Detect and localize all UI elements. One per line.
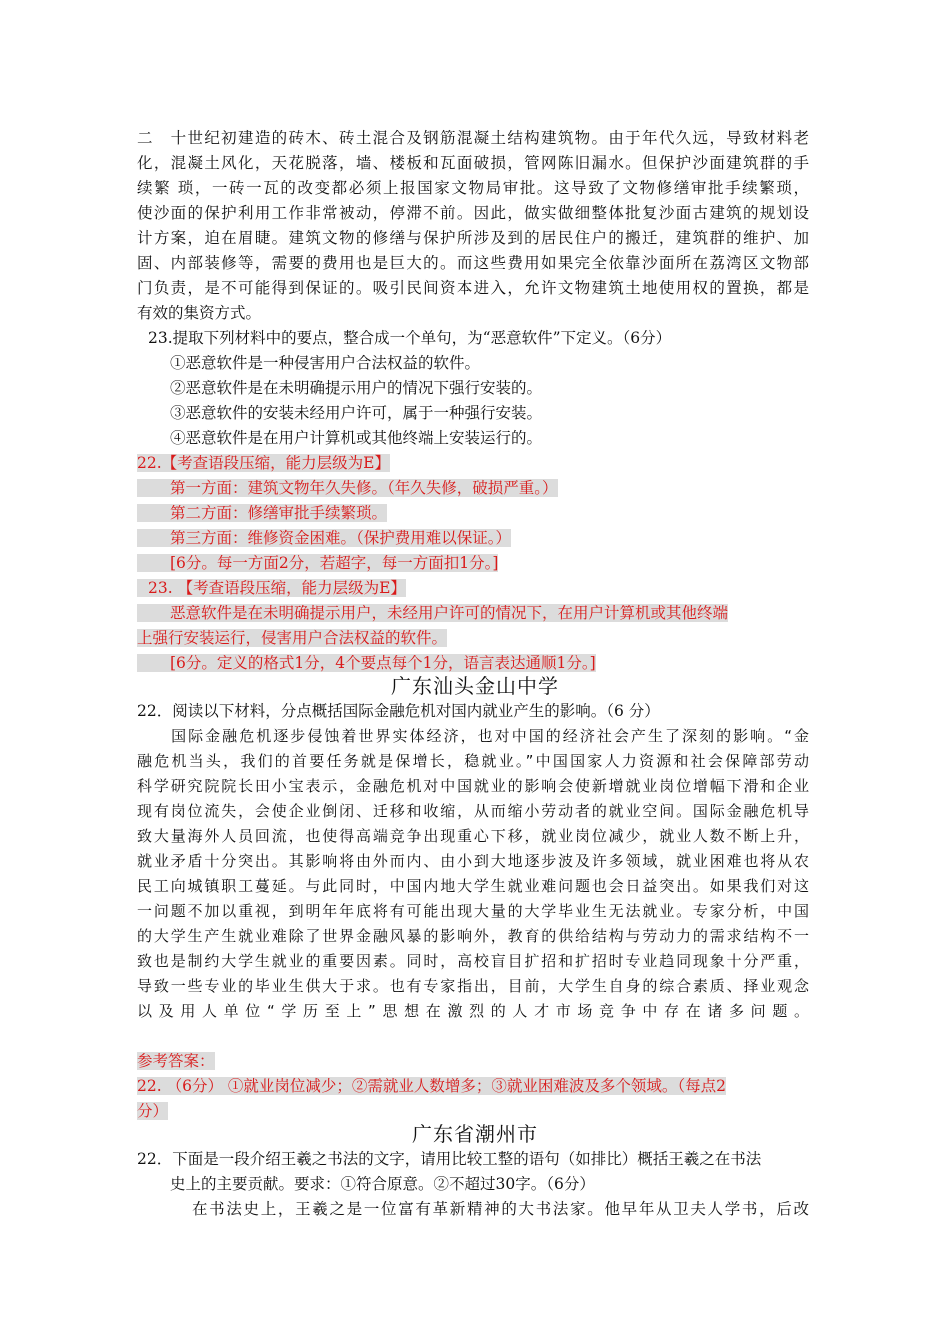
reference-answer-line2: 分）	[137, 1102, 169, 1120]
reference-answer-label: 参考答案：	[137, 1052, 215, 1070]
question-22-chaozhou-line2: 史上的主要贡献。要求：①符合原意。②不超过30字。（6分）	[170, 1175, 595, 1193]
answer-22-line3: 第三方面：维修资金困难。（保护费用难以保证。）	[137, 526, 511, 550]
para2-line11: 导致一些专业的毕业生供大于求。也有专家指出，目前，大学生自身的综合素质、择业观念	[137, 977, 809, 995]
para1-line6: 固、内部装修等，需要的费用也是巨大的。而这些费用如果完全依靠沙面所在荔湾区文物部	[137, 254, 809, 272]
para2-line5: 致大量海外人员回流，也使得高端竞争出现重心下移，就业岗位减少，就业人数不断上升，	[137, 827, 809, 845]
para2-line12: 以及用人单位“学历至上”思想在激烈的人才市场竞争中存在诸多问题。	[137, 1002, 809, 1020]
para2-line9: 的大学生产生就业难除了世界金融风暴的影响外，教育的供给结构与劳动力的需求结构不一	[137, 927, 809, 945]
para2-line3: 科学研究院院长田小宝表示，金融危机对中国就业的影响会使新增就业岗位增幅下滑和企业	[137, 777, 809, 795]
question-22-shantou: 22．阅读以下材料，分点概括国际金融危机对国内就业产生的影响。（6 分）	[137, 702, 660, 720]
answer-23-heading: 23. 【考查语段压缩，能力层级为E】	[137, 576, 406, 600]
para2-line10: 致也是制约大学生就业的重要因素。同时，高校盲目扩招和扩招时专业趋同现象十分严重，	[137, 952, 809, 970]
reference-answer-line1: 22. （6分） ①就业岗位减少；②需就业人数增多；③就业困难波及多个领域。（每点2	[137, 1077, 726, 1095]
para3-line1: 在书法史上，王羲之是一位富有革新精神的大书法家。他早年从卫夫人学书，后改	[192, 1200, 809, 1218]
answer-22-line2: 第二方面：修缮审批手续繁琐。	[137, 501, 387, 525]
answer-23-line1: 恶意软件是在未明确提示用户，未经用户许可的情况下，在用户计算机或其他终端	[137, 601, 728, 625]
q23-item-1: ①恶意软件是一种侵害用户合法权益的软件。	[170, 354, 481, 372]
question-23: 23.提取下列材料中的要点，整合成一个单句，为“恶意软件”下定义。（6分）	[148, 329, 672, 347]
section-title-shantou: 广东汕头金山中学	[391, 674, 559, 698]
para2-line8: 一问题不加以重视，到明年年底将有可能出现大量的大学毕业生无法就业。专家分析，中国	[137, 902, 809, 920]
answer-22-heading: 22.【考查语段压缩，能力层级为E】	[137, 454, 390, 472]
para1-line1: 二 十世纪初建造的砖木、砖土混合及钢筋混凝土结构建筑物。由于年代久远，导致材料老	[137, 129, 809, 147]
answer-23-line2: 上强行安装运行，侵害用户合法权益的软件。	[137, 629, 448, 647]
question-22-chaozhou-line1: 22．下面是一段介绍王羲之书法的文字，请用比较工整的语句（如排比）概括王羲之在书法	[137, 1150, 762, 1168]
para1-line2: 化，混凝土风化，天花脱落，墙、楼板和瓦面破损，管网陈旧漏水。但保护沙面建筑群的手	[137, 154, 809, 172]
para1-line5: 计方案，迫在眉睫。建筑文物的修缮与保护所涉及到的居民住户的搬迁，建筑群的维护、加	[137, 229, 809, 247]
answer-23-score: [6分。定义的格式1分，4个要点每个1分，语言表达通顺1分。]	[137, 651, 596, 675]
answer-22-score: [6分。每一方面2分，若超字，每一方面扣1分。]	[137, 551, 498, 575]
para1-line7: 门负责，是不可能得到保证的。吸引民间资本进入，允许文物建筑土地使用权的置换，都是	[137, 279, 809, 297]
para1-line3: 续繁 琐，一砖一瓦的改变都必须上报国家文物局审批。这导致了文物修缮审批手续繁琐，	[137, 179, 809, 197]
para1-line8: 有效的集资方式。	[137, 304, 262, 322]
q23-item-4: ④恶意软件是在用户计算机或其他终端上安装运行的。	[170, 429, 543, 447]
para2-line4: 现有岗位流失，会使企业倒闭、迁移和收缩，从而缩小劳动者的就业空间。国际金融危机导	[137, 802, 809, 820]
answer-22-line1: 第一方面：建筑文物年久失修。（年久失修，破损严重。）	[137, 476, 558, 500]
para2-line2: 融危机当头，我们的首要任务就是保增长，稳就业。”中国国家人力资源和社会保障部劳动	[137, 752, 809, 770]
q23-item-2: ②恶意软件是在未明确提示用户的情况下强行安装的。	[170, 379, 543, 397]
para2-line7: 民工向城镇职工蔓延。与此同时，中国内地大学生就业难问题也会日益突出。如果我们对这	[137, 877, 809, 895]
section-title-chaozhou: 广东省潮州市	[412, 1122, 538, 1146]
para2-line1: 国际金融危机逐步侵蚀着世界实体经济，也对中国的经济社会产生了深刻的影响。“金	[137, 727, 809, 745]
para2-line6: 就业矛盾十分突出。其影响将由外而内、由小到大地逐步波及许多领域，就业困难也将从农	[137, 852, 809, 870]
para1-line4: 使沙面的保护利用工作非常被动，停滞不前。因此，做实做细整体批复沙面古建筑的规划设	[137, 204, 809, 222]
q23-item-3: ③恶意软件的安装未经用户许可，属于一种强行安装。	[170, 404, 543, 422]
